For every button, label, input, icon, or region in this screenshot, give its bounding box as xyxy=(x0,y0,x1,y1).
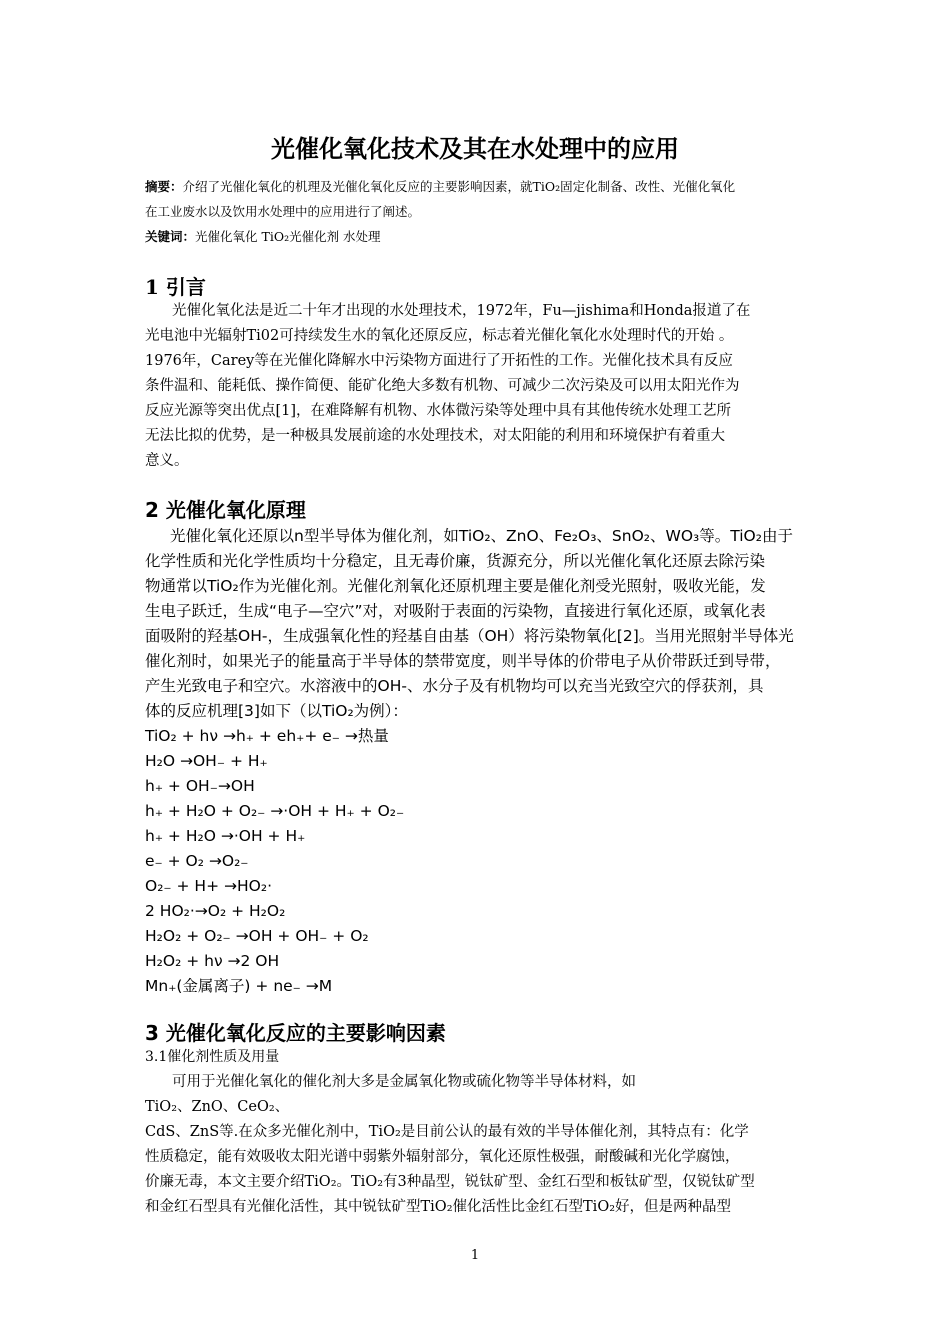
section-2-line: 化学性质和光化学性质均十分稳定，且无毒价廉，货源充分，所以光催化氧化还原去除污染 xyxy=(145,552,766,570)
reaction-equation: TiO₂ + hν →h₊ + eh₊+ e₋ →热量 xyxy=(145,727,389,745)
reaction-equation: O₂₋ + H+ →HO₂· xyxy=(145,877,272,895)
reaction-equation: H₂O₂ + O₂₋ →OH + OH₋ + O₂ xyxy=(145,927,369,945)
section-1-line: 光电池中光辐射Ti02可持续发生水的氧化还原反应，标志着光催化氧化水处理时代的开始 。 xyxy=(145,328,734,344)
section-3-line: 和金红石型具有光催化活性，其中锐钛矿型TiO₂催化活性比金红石型TiO₂好，但是两种晶型 xyxy=(145,1199,732,1215)
page-number: 1 xyxy=(470,1248,480,1263)
abstract-line-2: 在工业废水以及饮用水处理中的应用进行了阐述。 xyxy=(145,204,421,219)
reaction-equation: h₊ + OH₋→OH xyxy=(145,777,255,795)
section-1-line: 无法比拟的优势，是一种极具发展前途的水处理技术，对太阳能的利用和环境保护有着重大 xyxy=(145,428,725,444)
section-2-line: 光催化氧化还原以n型半导体为催化剂，如TiO₂、ZnO、Fe₂O₃、SnO₂、WO₃等。TiO₂由于 xyxy=(170,527,793,545)
section-2-heading: 2 光催化氧化原理 xyxy=(145,498,306,522)
reaction-equation: H₂O₂ + hν →2 OH xyxy=(145,952,280,970)
section-1-line: 1976年，Carey等在光催化降解水中污染物方面进行了开拓性的工作。光催化技术具有反应 xyxy=(145,353,733,369)
section-2-line: 体的反应机理[3]如下（以TiO₂为例）： xyxy=(145,702,408,720)
section-1-line: 条件温和、能耗低、操作简便、能矿化绝大多数有机物、可减少二次污染及可以用太阳光作为 xyxy=(145,378,740,394)
abstract-label: 摘要： xyxy=(145,179,183,194)
keywords-line xyxy=(145,227,381,247)
section-2-line: 催化剂时，如果光子的能量高于半导体的禁带宽度，则半导体的价带电子从价带跃迁到导带， xyxy=(145,652,781,670)
section-1-line: 意义。 xyxy=(145,453,189,469)
section-2-line: 产生光致电子和空穴。水溶液中的OH-、水分子及有机物均可以充当光致空穴的俘获剂，具 xyxy=(145,677,764,695)
section-1-line: 反应光源等突出优点[1]，在难降解有机物、水体微污染等处理中具有其他传统水处理工艺所 xyxy=(145,403,732,419)
section-3-line: CdS、ZnS等.在众多光催化剂中，TiO₂是目前公认的最有效的半导体催化剂，其特点有：化学 xyxy=(145,1124,749,1140)
abstract-line-1 xyxy=(145,177,735,197)
reaction-equation: h₊ + H₂O + O₂₋ →·OH + H₊ + O₂₋ xyxy=(145,802,405,820)
keywords-label: 关键词： xyxy=(145,229,196,244)
section-3-line: 可用于光催化氧化的催化剂大多是金属氧化物或硫化物等半导体材料，如 xyxy=(172,1074,636,1090)
section-3-line: 价廉无毒，本文主要介绍TiO₂。TiO₂有3种晶型，锐钛矿型、金红石型和板钛矿型，仅锐钛矿型 xyxy=(145,1174,755,1190)
document-title: 光催化氧化技术及其在水处理中的应用 xyxy=(271,135,679,163)
reaction-equation: h₊ + H₂O →·OH + H₊ xyxy=(145,827,306,845)
section-2-line: 面吸附的羟基OH-，生成强氧化性的羟基自由基（OH）将污染物氧化[2]。当用光照射半导体光 xyxy=(145,627,794,645)
section-3-line: TiO₂、ZnO、CeO₂、 xyxy=(145,1099,290,1115)
keywords-text: 光催化氧化 TiO₂光催化剂 水处理 xyxy=(195,229,381,244)
reaction-equation: H₂O →OH₋ + H₊ xyxy=(145,752,268,770)
section-3-heading: 3 光催化氧化反应的主要影响因素 xyxy=(145,1021,446,1045)
section-3-line: 性质稳定，能有效吸收太阳光谱中弱紫外辐射部分，氧化还原性极强，耐酸碱和光化学腐蚀， xyxy=(145,1149,740,1165)
section-2-line: 生电子跃迁，生成“电子—空穴”对，对吸附于表面的污染物，直接进行氧化还原，或氧化表 xyxy=(145,602,766,620)
reaction-equation: 2 HO₂·→O₂ + H₂O₂ xyxy=(145,902,286,920)
section-2-line: 物通常以TiO₂作为光催化剂。光催化剂氧化还原机理主要是催化剂受光照射，吸收光能，发 xyxy=(145,577,766,595)
section-3-1-subheading: 3.1催化剂性质及用量 xyxy=(145,1049,280,1065)
reaction-equation: Mn₊(金属离子) + ne₋ →M xyxy=(145,977,333,995)
abstract-text-1: 介绍了光催化氧化的机理及光催化氧化反应的主要影响因素，就TiO₂固定化制备、改性、光催化氧化 xyxy=(182,179,736,194)
section-1-line: 光催化氧化法是近二十年才出现的水处理技术，1972年，Fu—jishima和Honda报道了在 xyxy=(172,303,751,319)
section-1-heading: 1 引言 xyxy=(145,275,206,299)
reaction-equation: e₋ + O₂ →O₂₋ xyxy=(145,852,249,870)
